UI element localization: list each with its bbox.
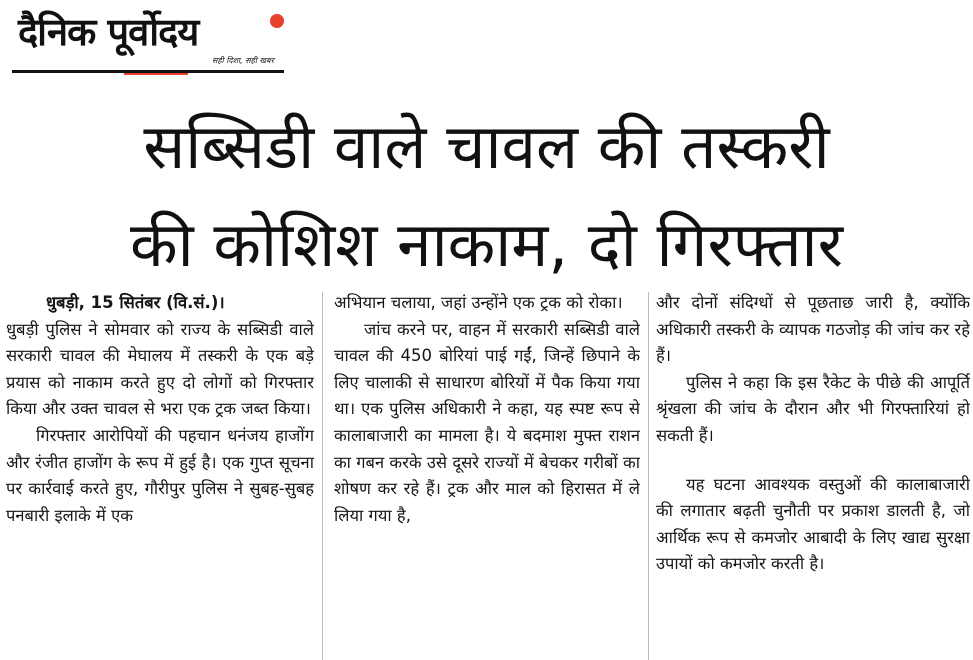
column-divider-1	[322, 292, 323, 660]
column-divider-2	[648, 292, 649, 660]
masthead-rule-accent	[124, 73, 188, 75]
article-column-1	[6, 290, 314, 660]
paragraph-2: गिरफ्तार आरोपियों की पहचान धनंजय हाजोंग और रंजीत हाजोंग के रूप में हुई है। एक गुप्त सूचना पर कार्रवाई करते हुए, गौरीपुर पुलिस ने सुबह-सुबह पनबारी इलाके में एक	[6, 425, 314, 525]
masthead	[12, 6, 288, 72]
headline-line-2: की कोशिश नाकाम, दो गिरफ्तार	[130, 208, 843, 281]
headline-line-1: सब्सिडी वाले चावल की तस्करी	[143, 110, 830, 183]
brand-dot-icon	[270, 14, 284, 28]
paragraph-7: यह घटना आवश्यक वस्तुओं की कालाबाजारी की लगातार बढ़ती चुनौती पर प्रकाश डालती है, जो आर्थिक रूप से कमजोर आबादी के लिए खाद्य सुरक्षा उपायों को कमजोर करती है।	[656, 474, 970, 574]
paragraph-6: पुलिस ने कहा कि इस रैकेट के पीछे की आपूर्ति श्रृंखला की जांच के दौरान और भी गिरफ्तारियां हो सकती हैं।	[656, 372, 970, 445]
paragraph-4: जांच करने पर, वाहन में सरकारी सब्सिडी वाले चावल की 450 बोरियां पाई गईं, जिन्हें छिपाने के लिए चालाकी से साधारण बोरियों में पैक किया गया था। एक पुलिस अधिकारी ने कहा, यह स्पष्ट रूप से कालाबाजारी का मामला है। ये बदमाश मुफ्त राशन का गबन करके उसे दूसरे राज्यों में बेचकर गरीबों का शोषण कर रहे हैं। ट्रक और माल को हिरासत में ले लिया गया है,	[334, 319, 640, 525]
paragraph-1: धुबड़ी पुलिस ने सोमवार को राज्य के सब्सिडी वाले सरकारी चावल की मेघालय में तस्करी के एक बड़े प्रयास को नाकाम करते हुए दो लोगों को गिरफ्तार किया और उक्त चावल से भरा एक ट्रक जब्त किया।	[6, 319, 314, 419]
paragraph-5: और दोनों संदिग्धों से पूछताछ जारी है, क्योंकि अधिकारी तस्करी के व्यापक गठजोड़ की जांच कर रहे हैं।	[656, 293, 970, 366]
article-column-2	[334, 290, 640, 660]
paragraph-3: अभियान चलाया, जहां उन्होंने एक ट्रक को रोका।	[334, 293, 623, 312]
article-headline	[0, 98, 973, 294]
article-column-3	[656, 290, 970, 660]
article-dateline	[6, 290, 314, 317]
newspaper-name: दैनिक पूर्वोदय	[18, 10, 199, 54]
dateline-text: धुबड़ी, 15 सितंबर (वि.सं.)।	[46, 293, 225, 312]
newspaper-tagline: सही दिशा, सही खबर	[212, 56, 274, 65]
